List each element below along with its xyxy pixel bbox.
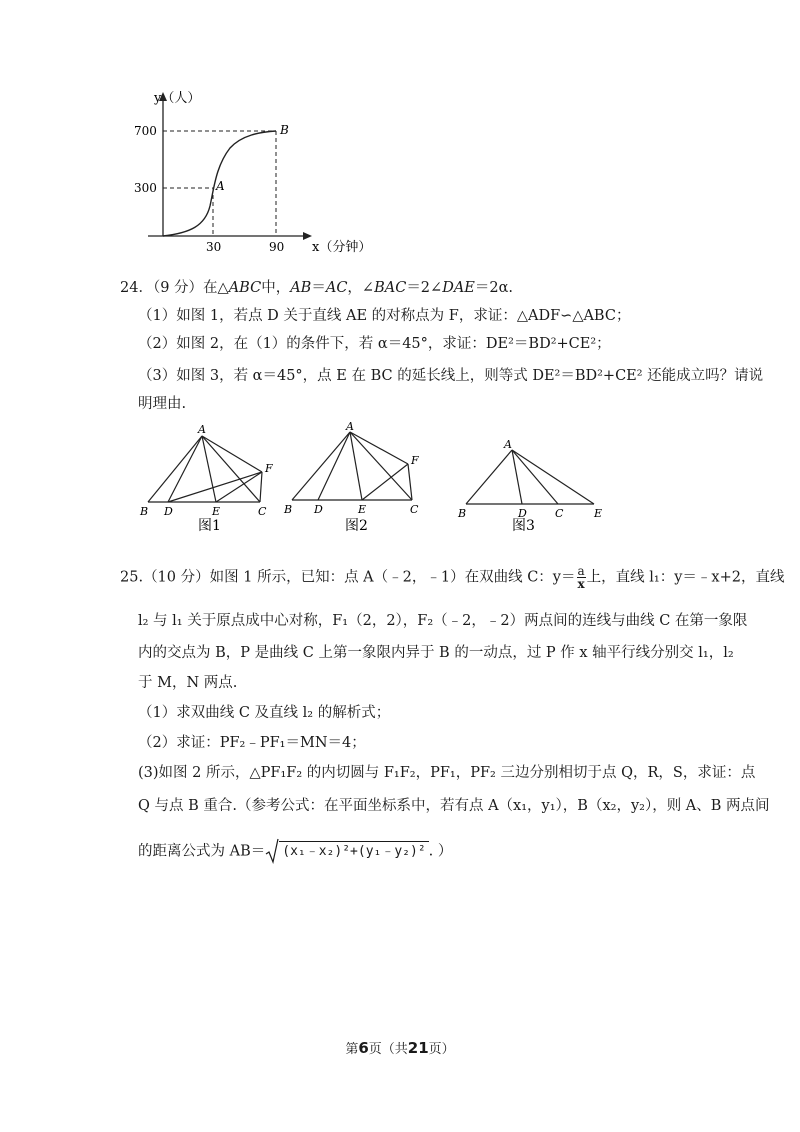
y-axis-label: y（人）	[154, 91, 201, 106]
fig2-label-b: B	[284, 503, 293, 516]
q25-score: （10 分）	[143, 569, 210, 586]
fig1-caption: 图1	[198, 518, 221, 534]
hyperbola-fraction	[577, 565, 586, 590]
q24-sub3-text: 如图 3，若 α＝45°，点 E 在 BC 的延长线上，则等式 DE²＝BD²+CE² 还能成立吗？请说	[176, 368, 764, 384]
fig2-label-d: D	[314, 503, 323, 516]
q25-number: 25.	[120, 569, 144, 586]
q25-sub3-cont: Q 与点 B 重合.（参考公式：在平面坐标系中，若有点 A（x₁，y₁），B（x₂，y₂），则 A、B 两点间	[138, 798, 770, 814]
fig3-label-d: D	[518, 507, 527, 520]
q24-figures	[130, 420, 620, 540]
x-axis-label: x（分钟）	[312, 240, 372, 255]
q24-stem-prefix: 在△	[203, 280, 229, 296]
footer-prefix: 第	[345, 1042, 359, 1057]
q25-line1-a: 如图 1 所示，已知：点 A（﹣2，﹣1）在双曲线 C：y＝	[209, 569, 576, 586]
fig2-caption: 图2	[345, 518, 368, 534]
figure-3	[466, 450, 594, 504]
fig2-label-a: A	[346, 420, 354, 433]
fig2-label-f: F	[411, 454, 419, 467]
q24-sub2-num: （2）	[138, 336, 177, 352]
footer-suffix: 页）	[428, 1042, 455, 1057]
q24-sub1-text: 如图 1，若点 D 关于直线 AE 的对称点为 F，求证：△ADF∽△ABC；	[176, 308, 631, 324]
x-axis-arrow	[303, 232, 312, 240]
q24-number: 24．	[120, 280, 153, 296]
fig3-label-a: A	[504, 438, 512, 451]
q24-sub3-cont: 明理由.	[138, 396, 187, 412]
q25-line3: 内的交点为 B，P 是曲线 C 上第一象限内异于 B 的一动点，过 P 作 x 轴平行线分别交 l₁，l₂	[138, 645, 734, 661]
point-label-b: B	[280, 123, 289, 137]
q24-sub1-num: （1）	[138, 308, 177, 324]
y-tick-300: 300	[134, 181, 157, 195]
distance-formula-sqrt	[265, 838, 428, 865]
q24-sub2	[138, 334, 611, 354]
q25-sub1: （1）求双曲线 C 及直线 l₂ 的解析式；	[138, 705, 391, 721]
fig2-label-e: E	[358, 503, 367, 516]
page-footer	[0, 1038, 800, 1057]
fig1-label-a: A	[198, 423, 206, 436]
fig1-label-b: B	[140, 505, 149, 518]
q25-sub2: （2）求证：PF₂﹣PF₁＝MN＝4；	[138, 735, 366, 751]
q24-sub2-text: 如图 2，在（1）的条件下，若 α＝45°，求证：DE²＝BD²+CE²；	[176, 336, 611, 352]
q25-line1	[120, 565, 784, 590]
fig3-label-e: E	[594, 507, 603, 520]
formula-suffix: . ）	[428, 843, 453, 860]
figure-1	[148, 436, 262, 502]
fraction-denominator: x	[577, 577, 585, 591]
q25-line4: 于 M，N 两点.	[138, 675, 238, 691]
fig1-label-c: C	[258, 505, 267, 518]
y-tick-700: 700	[134, 124, 157, 138]
fig3-label-c: C	[555, 507, 564, 520]
fig1-label-d: D	[164, 505, 173, 518]
footer-mid: 页（共	[368, 1042, 408, 1057]
q24-sub1	[138, 306, 630, 326]
q25-line2: l₂ 与 l₁ 关于原点成中心对称，F₁（2，2），F₂（﹣2，﹣2）两点间的连线与曲线 C 在第一象限	[138, 613, 748, 629]
fraction-numerator: a	[577, 564, 585, 578]
x-tick-90: 90	[269, 240, 285, 254]
fig1-label-f: F	[265, 462, 273, 475]
q24-sub3-num: （3）	[138, 368, 177, 384]
population-time-graph	[130, 88, 390, 263]
formula-prefix: 的距离公式为 AB＝	[138, 843, 266, 860]
formula-radicand: (x₁﹣x₂)²+(y₁﹣y₂)²	[279, 841, 428, 859]
footer-total-pages: 21	[407, 1039, 429, 1057]
q25-sub3: (3)如图 2 所示，△PF₁F₂ 的内切圆与 F₁F₂，PF₁，PF₂ 三边分别相切于点 Q，R，S，求证：点	[138, 765, 756, 781]
x-tick-30: 30	[206, 240, 222, 254]
q24-score: （9 分）	[152, 280, 204, 296]
fig3-label-b: B	[458, 507, 467, 520]
fig1-label-e: E	[212, 505, 221, 518]
q24-sub3	[138, 366, 763, 386]
q25-line1-b: 上，直线 l₁：y＝﹣x+2，直线	[586, 569, 785, 586]
figure-2	[292, 432, 412, 500]
q24-stem: 24．（9 分）在△ABC中，AB＝AC，∠BAC＝2∠DAE＝2α.	[120, 280, 514, 296]
point-label-a: A	[216, 179, 225, 193]
fig2-label-c: C	[410, 503, 419, 516]
fig3-caption: 图3	[512, 518, 535, 534]
q25-formula-line	[138, 838, 452, 865]
footer-page-number: 6	[358, 1039, 369, 1057]
radical-sign-icon	[265, 838, 279, 864]
